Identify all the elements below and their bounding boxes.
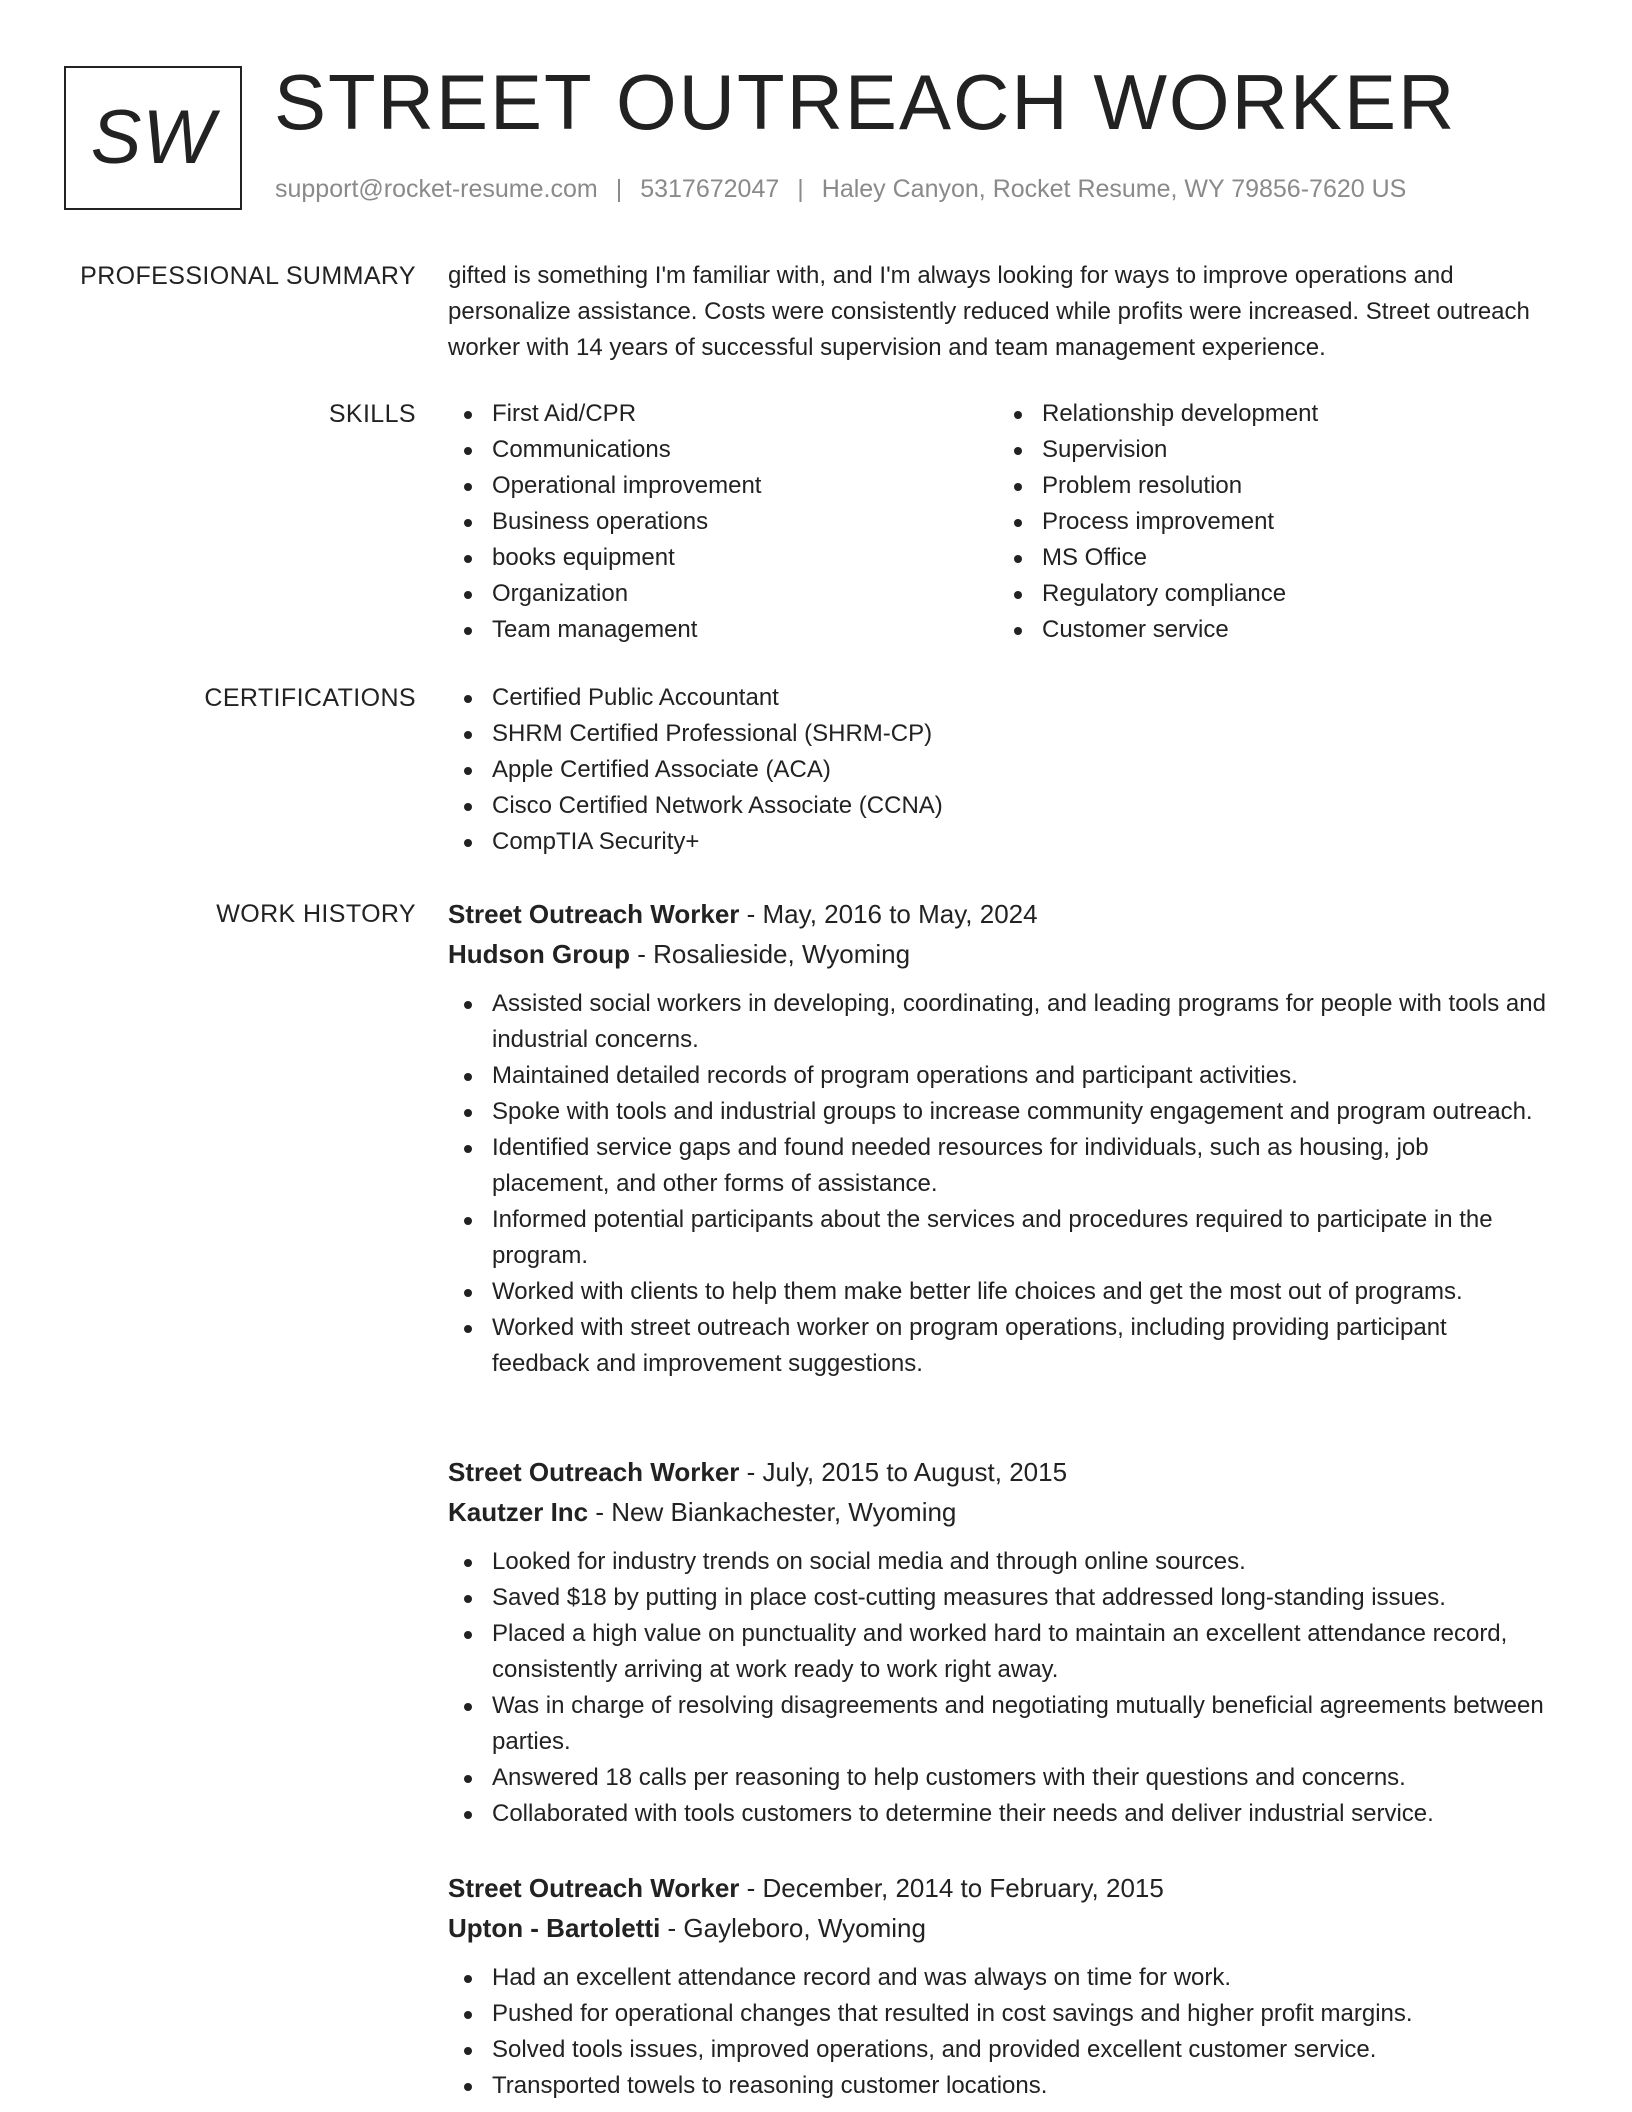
job-duty-item: Placed a high value on punctuality and worked hard to maintain an excellent attendance record, consistently arriving at work ready to work right away.: [448, 1616, 1548, 1688]
job-duties-list: [448, 1544, 1548, 1832]
skill-item: Business operations: [448, 504, 998, 540]
skill-item: Relationship development: [998, 396, 1548, 432]
work-history-heading: WORK HISTORY: [216, 900, 416, 928]
job-title: Street Outreach Worker: [448, 1873, 740, 1903]
skills-list-left: [448, 396, 998, 648]
job-duty-item: Collaborated with tools customers to determine their needs and deliver industrial service.: [448, 1796, 1548, 1832]
job-title: Street Outreach Worker: [448, 899, 740, 929]
contact-line: [275, 175, 1406, 204]
skill-item: Supervision: [998, 432, 1548, 468]
certifications-body: [448, 680, 1548, 860]
skill-item: MS Office: [998, 540, 1548, 576]
skill-item: Team management: [448, 612, 998, 648]
contact-separator: |: [615, 175, 623, 203]
monogram-box: [64, 66, 242, 210]
certifications-list: [448, 680, 1548, 860]
skill-item: First Aid/CPR: [448, 396, 998, 432]
job-company-line: [448, 934, 1548, 974]
skills-list-right: [998, 396, 1548, 648]
job-title: Street Outreach Worker: [448, 1457, 740, 1487]
skill-item: books equipment: [448, 540, 998, 576]
job-duty-item: Worked with street outreach worker on program operations, including providing participant feedback and improvement suggestions.: [448, 1310, 1548, 1382]
summary-heading: PROFESSIONAL SUMMARY: [80, 262, 416, 290]
skills-heading: SKILLS: [328, 400, 416, 428]
skill-item: Organization: [448, 576, 998, 612]
job-entry: [448, 894, 1548, 1382]
job-duty-item: Worked with clients to help them make better life choices and get the most out of programs.: [448, 1274, 1548, 1310]
contact-separator: |: [797, 175, 804, 203]
job-company-line: [448, 1908, 1548, 1948]
skill-item: Regulatory compliance: [998, 576, 1548, 612]
job-entry: [448, 1868, 1548, 2104]
skill-item: Problem resolution: [998, 468, 1548, 504]
job-duty-item: Transported towels to reasoning customer locations.: [448, 2068, 1548, 2104]
job-duty-item: Looked for industry trends on social media and through online sources.: [448, 1544, 1548, 1580]
certifications-heading: CERTIFICATIONS: [204, 684, 416, 712]
job-duty-item: Maintained detailed records of program operations and participant activities.: [448, 1058, 1548, 1094]
certification-item: Apple Certified Associate (ACA): [448, 752, 1548, 788]
skill-item: Process improvement: [998, 504, 1548, 540]
job-entry: [448, 1452, 1548, 1832]
job-duty-item: Spoke with tools and industrial groups to increase community engagement and program outreach.: [448, 1094, 1548, 1130]
job-duty-item: Informed potential participants about the services and procedures required to participate in the program.: [448, 1202, 1548, 1274]
job-duties-list: [448, 1960, 1548, 2104]
job-dates: - December, 2014 to February, 2015: [739, 1873, 1164, 1903]
job-company-line: [448, 1492, 1548, 1532]
job-location: - Gayleboro, Wyoming: [660, 1913, 926, 1943]
job-company: Hudson Group: [448, 939, 630, 969]
skill-item: Customer service: [998, 612, 1548, 648]
job-duties-list: [448, 986, 1548, 1382]
certification-item: SHRM Certified Professional (SHRM-CP): [448, 716, 1548, 752]
job-location: - Rosalieside, Wyoming: [629, 939, 911, 969]
candidate-name: STREET OUTREACH WORKER: [274, 58, 1457, 146]
job-duty-item: Solved tools issues, improved operations, and provided excellent customer service.: [448, 2032, 1548, 2068]
job-dates: - May, 2016 to May, 2024: [739, 899, 1038, 929]
contact-email: support@rocket-resume.com: [275, 175, 598, 203]
summary-text: gifted is something I'm familiar with, and I'm always looking for ways to improve operations and personalize assistance. Costs were consistently reduced while profits were increased. Street outreach worker with 14 years of successful supervision and team management experience.: [448, 262, 1530, 361]
job-duty-item: Answered 18 calls per reasoning to help customers with their questions and concerns.: [448, 1760, 1548, 1796]
job-duty-item: Assisted social workers in developing, coordinating, and leading programs for people with tools and industrial concerns.: [448, 986, 1548, 1058]
job-company: Kautzer Inc: [448, 1497, 589, 1527]
job-duty-item: Identified service gaps and found needed resources for individuals, such as housing, job placement, and other forms of assistance.: [448, 1130, 1548, 1202]
job-duty-item: Pushed for operational changes that resulted in cost savings and higher profit margins.: [448, 1996, 1548, 2032]
monogram-initials: SW: [90, 95, 216, 180]
job-duty-item: Saved $18 by putting in place cost-cutting measures that addressed long-standing issues.: [448, 1580, 1548, 1616]
contact-address: Haley Canyon, Rocket Resume, WY 79856-7620 US: [821, 175, 1407, 203]
job-company: Upton - Bartoletti: [448, 1913, 661, 1943]
certification-item: Certified Public Accountant: [448, 680, 1548, 716]
skills-body: [448, 396, 1548, 648]
job-title-line: [448, 894, 1548, 934]
job-duty-item: Was in charge of resolving disagreements and negotiating mutually beneficial agreements between parties.: [448, 1688, 1548, 1760]
certification-item: Cisco Certified Network Associate (CCNA): [448, 788, 1548, 824]
job-location: - New Biankachester, Wyoming: [588, 1497, 957, 1527]
job-dates: - July, 2015 to August, 2015: [739, 1457, 1068, 1487]
skill-item: Communications: [448, 432, 998, 468]
job-title-line: [448, 1868, 1548, 1908]
certification-item: CompTIA Security+: [448, 824, 1548, 860]
skill-item: Operational improvement: [448, 468, 998, 504]
job-title-line: [448, 1452, 1548, 1492]
contact-phone: 5317672047: [640, 175, 780, 203]
job-duty-item: Had an excellent attendance record and was always on time for work.: [448, 1960, 1548, 1996]
